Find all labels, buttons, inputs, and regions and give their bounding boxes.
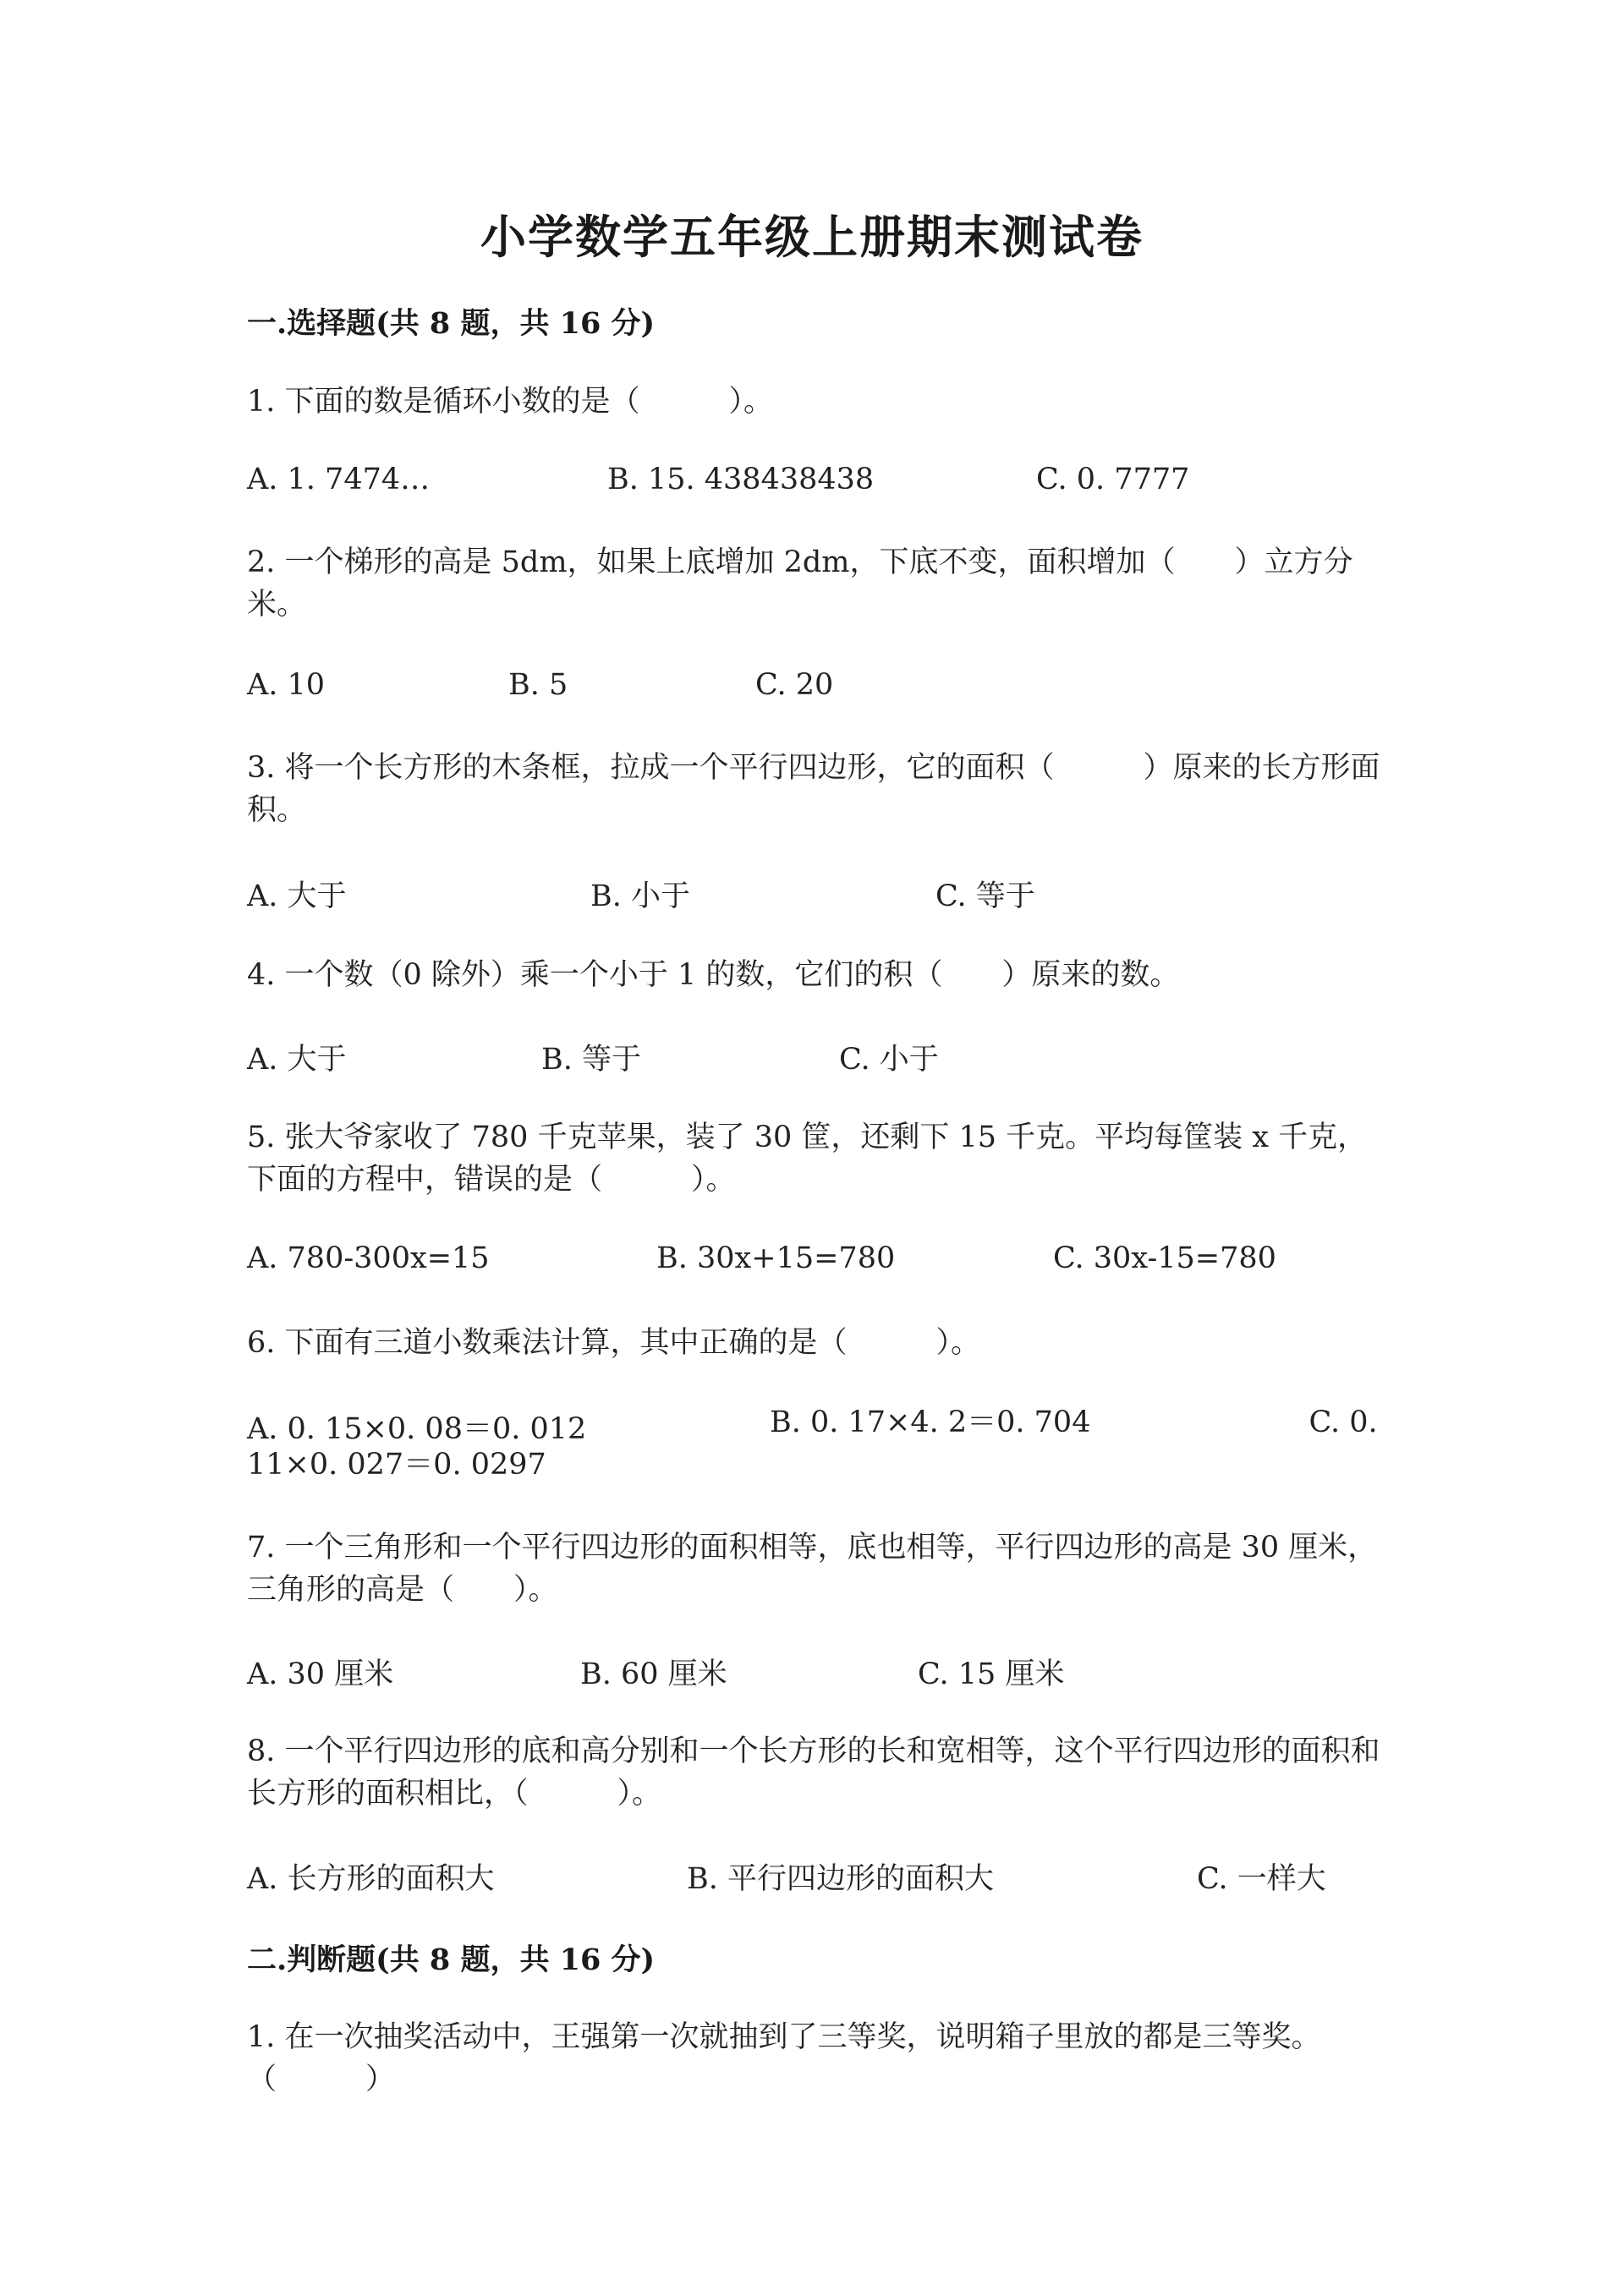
question-1-option-c[interactable]: C. 0. 7777 (1036, 463, 1190, 496)
section-heading-judgement: 二.判断题(共 8 题，共 16 分) (247, 1943, 656, 1977)
question-7-text: 7. 一个三角形和一个平行四边形的面积相等，底也相等，平行四边形的高是 30 厘米，三角形的高是（ ）。 (247, 1531, 1378, 1607)
question-7-option-a[interactable]: A. 30 厘米 (247, 1658, 394, 1691)
question-5-text: 5. 张大爷家收了 780 千克苹果，装了 30 筐，还剩下 15 千克。平均每筐装 x 千克，下面的方程中，错误的是（ ）。 (247, 1121, 1368, 1197)
question-3-option-c[interactable]: C. 等于 (935, 879, 1035, 913)
section-heading-choice: 一.选择题(共 8 题，共 16 分) (247, 306, 656, 341)
question-2-option-b[interactable]: B. 5 (508, 668, 568, 702)
question-1-option-a[interactable]: A. 1. 7474… (247, 463, 431, 496)
question-7-option-c[interactable]: C. 15 厘米 (918, 1658, 1065, 1691)
question-6-option-a[interactable]: A. 0. 15×0. 08＝0. 012 (247, 1412, 587, 1446)
question-5-option-c[interactable]: C. 30x-15=780 (1053, 1241, 1276, 1275)
question-6-options-wrap (247, 1401, 1385, 1486)
question-2-text: 2. 一个梯形的高是 5dm，如果上底增加 2dm，下底不变，面积增加（ ）立方分米。 (247, 545, 1353, 622)
question-5-option-a[interactable]: A. 780-300x=15 (247, 1241, 490, 1275)
question-6-option-b[interactable]: B. 0. 17×4. 2＝0. 704 (770, 1406, 1091, 1439)
question-3-option-b[interactable]: B. 小于 (590, 879, 690, 913)
question-8-text: 8. 一个平行四边形的底和高分别和一个长方形的长和宽相等，这个平行四边形的面积和长方形的面积相比，（ ）。 (247, 1734, 1380, 1811)
question-8-option-c[interactable]: C. 一样大 (1197, 1862, 1326, 1896)
question-5-option-b[interactable]: B. 30x+15=780 (656, 1241, 896, 1275)
question-4-option-a[interactable]: A. 大于 (247, 1043, 347, 1077)
question-2-option-c[interactable]: C. 20 (755, 668, 834, 702)
question-4-option-c[interactable]: C. 小于 (839, 1043, 939, 1077)
page-title: 小学数学五年级上册期末测试卷 (480, 210, 1144, 264)
question-8-option-b[interactable]: B. 平行四边形的面积大 (687, 1862, 994, 1896)
question-2-option-a[interactable]: A. 10 (247, 668, 326, 702)
judgement-question-1-text: 1. 在一次抽奖活动中，王强第一次就抽到了三等奖，说明箱子里放的都是三等奖。（ ） (247, 2020, 1321, 2096)
question-4-text: 4. 一个数（0 除外）乘一个小于 1 的数，它们的积（ ）原来的数。 (247, 958, 1180, 992)
question-7-option-b[interactable]: B. 60 厘米 (580, 1658, 727, 1691)
question-4-option-b[interactable]: B. 等于 (541, 1043, 641, 1077)
question-6-option-c[interactable]: C. 0. 11×0. 027＝0. 0297 (247, 1406, 1378, 1482)
question-1-option-b[interactable]: B. 15. 438438438 (607, 463, 875, 496)
question-6-text: 6. 下面有三道小数乘法计算，其中正确的是（ ）。 (247, 1326, 981, 1360)
question-1-text: 1. 下面的数是循环小数的是（ ）。 (247, 385, 774, 419)
question-3-option-a[interactable]: A. 大于 (247, 879, 347, 913)
question-3-text: 3. 将一个长方形的木条框，拉成一个平行四边形，它的面积（ ）原来的长方形面积。 (247, 751, 1380, 827)
question-8-option-a[interactable]: A. 长方形的面积大 (247, 1862, 495, 1896)
